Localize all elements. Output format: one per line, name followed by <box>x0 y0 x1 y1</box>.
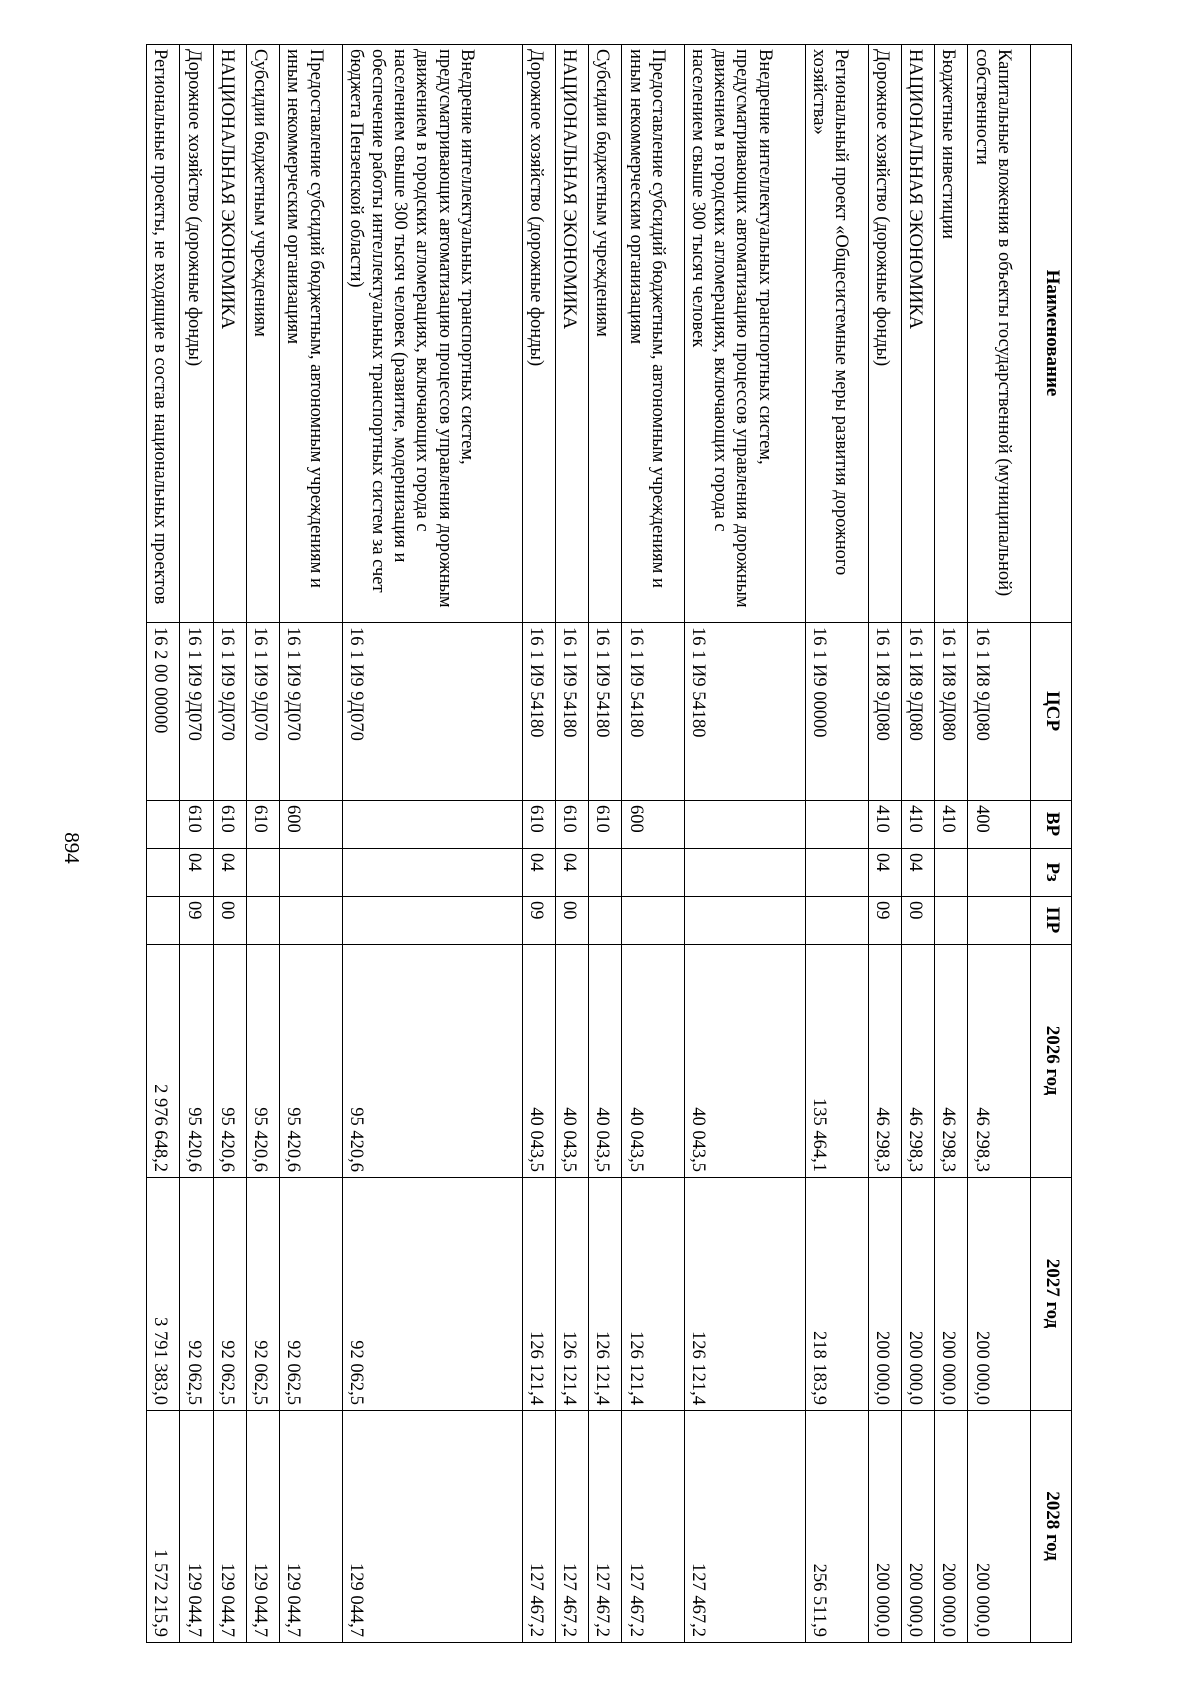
cell-2027: 126 121,4 <box>522 1178 555 1411</box>
cell-name: Дорожное хозяйство (дорожные фонды) <box>522 45 555 623</box>
budget-table <box>146 44 1072 1643</box>
cell-pr: 00 <box>555 897 588 945</box>
header-2026: 2026 год <box>1031 945 1072 1178</box>
cell-2026: 46 298,3 <box>935 945 968 1178</box>
cell-2027: 92 062,5 <box>213 1178 246 1411</box>
page-number: 894 <box>60 832 84 864</box>
cell-2028: 129 044,7 <box>213 1411 246 1643</box>
cell-2028: 127 467,2 <box>522 1411 555 1643</box>
cell-csr: 16 1 И8 9Д080 <box>901 623 934 801</box>
cell-2026: 95 420,6 <box>246 945 279 1178</box>
cell-rz: 04 <box>901 849 934 897</box>
cell-name: Дорожное хозяйство (дорожные фонды) <box>180 45 213 623</box>
cell-2028: 129 044,7 <box>246 1411 279 1643</box>
cell-name: Дорожное хозяйство (дорожные фонды) <box>868 45 901 623</box>
cell-csr: 16 1 И9 54180 <box>684 623 805 801</box>
table-row <box>868 45 901 1643</box>
table-body <box>147 45 1031 1643</box>
header-vr: ВР <box>1031 801 1072 849</box>
table-row <box>806 45 869 1643</box>
table-row <box>342 45 522 1643</box>
header-csr: ЦСР <box>1031 623 1072 801</box>
cell-name: Бюджетные инвестиции <box>935 45 968 623</box>
cell-2026: 95 420,6 <box>280 945 343 1178</box>
cell-csr: 16 1 И9 9Д070 <box>246 623 279 801</box>
cell-name: НАЦИОНАЛЬНАЯ ЭКОНОМИКА <box>213 45 246 623</box>
cell-rz: 04 <box>213 849 246 897</box>
cell-2027: 92 062,5 <box>180 1178 213 1411</box>
cell-name: Внедрение интеллектуальных транспортных систем, предусматривающих автоматизацию процессов управления дорожным движением в городских агломерациях, включающих города с населением свыше 300 тысяч человек <box>684 45 805 623</box>
table-row <box>522 45 555 1643</box>
header-pr: ПР <box>1031 897 1072 945</box>
cell-pr <box>147 897 180 945</box>
cell-2026: 46 298,3 <box>868 945 901 1178</box>
cell-2027: 200 000,0 <box>968 1178 1031 1411</box>
table-row <box>213 45 246 1643</box>
cell-2028: 256 511,9 <box>806 1411 869 1643</box>
cell-2027: 92 062,5 <box>342 1178 522 1411</box>
cell-2027: 218 183,9 <box>806 1178 869 1411</box>
rotated-table-container <box>146 44 1072 1642</box>
cell-vr: 610 <box>589 801 622 849</box>
cell-2026: 135 464,1 <box>806 945 869 1178</box>
cell-name: НАЦИОНАЛЬНАЯ ЭКОНОМИКА <box>555 45 588 623</box>
cell-rz <box>589 849 622 897</box>
cell-2028: 127 467,2 <box>555 1411 588 1643</box>
cell-2026: 95 420,6 <box>342 945 522 1178</box>
cell-2026: 40 043,5 <box>555 945 588 1178</box>
cell-csr: 16 1 И9 54180 <box>622 623 685 801</box>
cell-name: Региональный проект «Общесистемные меры развития дорожного хозяйства» <box>806 45 869 623</box>
cell-pr <box>246 897 279 945</box>
cell-vr: 410 <box>868 801 901 849</box>
cell-2027: 126 121,4 <box>684 1178 805 1411</box>
table-row <box>684 45 805 1643</box>
cell-pr: 09 <box>180 897 213 945</box>
cell-2027: 3 791 383,0 <box>147 1178 180 1411</box>
cell-2028: 200 000,0 <box>968 1411 1031 1643</box>
header-rz: Рз <box>1031 849 1072 897</box>
cell-name: НАЦИОНАЛЬНАЯ ЭКОНОМИКА <box>901 45 934 623</box>
cell-2027: 92 062,5 <box>280 1178 343 1411</box>
cell-name: Региональные проекты, не входящие в состав национальных проектов <box>147 45 180 623</box>
cell-vr: 610 <box>246 801 279 849</box>
cell-csr: 16 1 И9 9Д070 <box>213 623 246 801</box>
cell-2026: 2 976 648,2 <box>147 945 180 1178</box>
cell-pr: 00 <box>901 897 934 945</box>
cell-2027: 126 121,4 <box>622 1178 685 1411</box>
cell-pr <box>806 897 869 945</box>
cell-vr: 610 <box>213 801 246 849</box>
table-row <box>147 45 180 1643</box>
table-row <box>280 45 343 1643</box>
cell-pr <box>622 897 685 945</box>
cell-vr: 600 <box>622 801 685 849</box>
cell-name: Субсидии бюджетным учреждениям <box>589 45 622 623</box>
cell-vr: 610 <box>522 801 555 849</box>
cell-rz <box>684 849 805 897</box>
cell-pr <box>968 897 1031 945</box>
cell-2026: 46 298,3 <box>901 945 934 1178</box>
cell-2028: 129 044,7 <box>280 1411 343 1643</box>
cell-name: Капитальные вложения в объекты государственной (муниципальной) собственности <box>968 45 1031 623</box>
header-2028: 2028 год <box>1031 1411 1072 1643</box>
table-row <box>180 45 213 1643</box>
cell-csr: 16 1 И9 9Д070 <box>180 623 213 801</box>
cell-2028: 127 467,2 <box>622 1411 685 1643</box>
cell-csr: 16 1 И8 9Д080 <box>968 623 1031 801</box>
cell-2026: 40 043,5 <box>622 945 685 1178</box>
cell-rz <box>280 849 343 897</box>
cell-2027: 200 000,0 <box>935 1178 968 1411</box>
cell-pr <box>935 897 968 945</box>
cell-rz: 04 <box>555 849 588 897</box>
cell-pr: 00 <box>213 897 246 945</box>
cell-vr: 410 <box>901 801 934 849</box>
cell-csr: 16 1 И9 54180 <box>522 623 555 801</box>
cell-vr: 610 <box>180 801 213 849</box>
cell-pr <box>589 897 622 945</box>
cell-2028: 200 000,0 <box>901 1411 934 1643</box>
cell-vr: 610 <box>555 801 588 849</box>
cell-rz <box>935 849 968 897</box>
cell-rz <box>968 849 1031 897</box>
cell-csr: 16 1 И9 54180 <box>555 623 588 801</box>
cell-vr: 600 <box>280 801 343 849</box>
header-row <box>1031 45 1072 1643</box>
cell-2028: 127 467,2 <box>684 1411 805 1643</box>
cell-rz <box>147 849 180 897</box>
cell-vr: 400 <box>968 801 1031 849</box>
cell-2027: 92 062,5 <box>246 1178 279 1411</box>
table-row <box>935 45 968 1643</box>
table-row <box>555 45 588 1643</box>
cell-name: Субсидии бюджетным учреждениям <box>246 45 279 623</box>
cell-2026: 95 420,6 <box>213 945 246 1178</box>
cell-rz: 04 <box>522 849 555 897</box>
cell-pr <box>342 897 522 945</box>
cell-vr <box>342 801 522 849</box>
cell-2027: 126 121,4 <box>555 1178 588 1411</box>
cell-2028: 200 000,0 <box>868 1411 901 1643</box>
cell-2026: 40 043,5 <box>589 945 622 1178</box>
cell-csr: 16 2 00 00000 <box>147 623 180 801</box>
cell-2027: 200 000,0 <box>868 1178 901 1411</box>
header-2027: 2027 год <box>1031 1178 1072 1411</box>
table-row <box>589 45 622 1643</box>
cell-csr: 16 1 И8 9Д080 <box>935 623 968 801</box>
cell-name: Предоставление субсидий бюджетным, автономным учреждениям и иным некоммерческим организациям <box>280 45 343 623</box>
cell-rz: 04 <box>868 849 901 897</box>
cell-pr: 09 <box>868 897 901 945</box>
table-row <box>622 45 685 1643</box>
header-name: Наименование <box>1031 45 1072 623</box>
cell-rz <box>246 849 279 897</box>
cell-rz <box>806 849 869 897</box>
table-row <box>246 45 279 1643</box>
cell-vr <box>684 801 805 849</box>
table-row <box>901 45 934 1643</box>
cell-csr: 16 1 И9 9Д070 <box>280 623 343 801</box>
cell-2026: 40 043,5 <box>522 945 555 1178</box>
cell-2027: 126 121,4 <box>589 1178 622 1411</box>
cell-name: Внедрение интеллектуальных транспортных систем, предусматривающих автоматизацию процессов управления дорожным движением в городских агломерациях, включающих города с населением свыше 300 тысяч человек (развитие, модернизация и обеспечение работы интеллектуальных транспортных систем за счет бюджета Пензенской области) <box>342 45 522 623</box>
cell-2028: 200 000,0 <box>935 1411 968 1643</box>
cell-2027: 200 000,0 <box>901 1178 934 1411</box>
cell-pr <box>280 897 343 945</box>
cell-vr: 410 <box>935 801 968 849</box>
cell-pr: 09 <box>522 897 555 945</box>
cell-2028: 127 467,2 <box>589 1411 622 1643</box>
cell-2028: 129 044,7 <box>180 1411 213 1643</box>
cell-2026: 40 043,5 <box>684 945 805 1178</box>
cell-rz <box>342 849 522 897</box>
cell-2028: 129 044,7 <box>342 1411 522 1643</box>
cell-vr <box>806 801 869 849</box>
cell-vr <box>147 801 180 849</box>
cell-rz: 04 <box>180 849 213 897</box>
cell-csr: 16 1 И9 00000 <box>806 623 869 801</box>
cell-pr <box>684 897 805 945</box>
cell-csr: 16 1 И8 9Д080 <box>868 623 901 801</box>
table-row <box>968 45 1031 1643</box>
cell-2026: 95 420,6 <box>180 945 213 1178</box>
cell-name: Предоставление субсидий бюджетным, автономным учреждениям и иным некоммерческим организациям <box>622 45 685 623</box>
cell-2028: 1 572 215,9 <box>147 1411 180 1643</box>
cell-rz <box>622 849 685 897</box>
cell-csr: 16 1 И9 54180 <box>589 623 622 801</box>
cell-csr: 16 1 И9 9Д070 <box>342 623 522 801</box>
cell-2026: 46 298,3 <box>968 945 1031 1178</box>
